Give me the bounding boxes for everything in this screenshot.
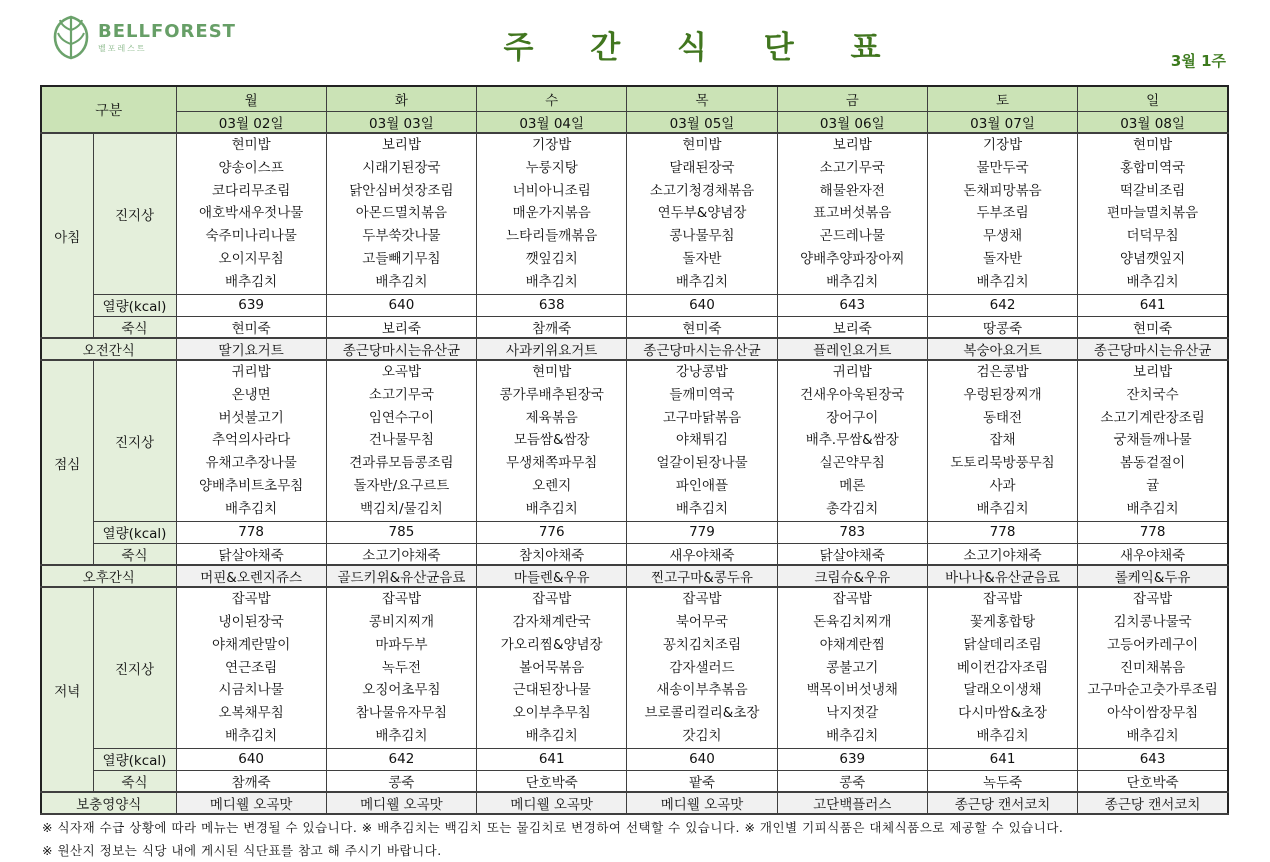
menu-item: 유채고추장나물	[205, 455, 297, 472]
menu-item: 현미밥	[532, 364, 572, 381]
menu-item: 사과	[989, 478, 1016, 495]
menu-item: 고구마닭볶음	[662, 409, 742, 426]
breakfast-menu-cell	[326, 133, 476, 294]
dinner-porridge-cell: 녹두죽	[927, 770, 1077, 792]
pm-snack-cell: 마들렌&우유	[477, 565, 627, 587]
menu-item: 배추김치	[375, 273, 428, 290]
menu-item: 근대된장나물	[512, 682, 591, 699]
menu-item: 배추김치	[525, 273, 578, 290]
menu-item: 달래된장국	[669, 159, 735, 176]
am-snack-cell: 플레인요거트	[777, 338, 927, 360]
menu-item: 보리밥	[381, 137, 421, 153]
lunch-menu-cell	[477, 360, 627, 521]
breakfast-porridge-cell: 현미죽	[176, 316, 326, 338]
menu-item: 숙주미나리나물	[205, 228, 297, 245]
menu-item: 배추김치	[976, 273, 1029, 290]
menu-item: 배추김치	[1126, 273, 1179, 290]
supplement-cell: 메디웰 오곡맛	[627, 792, 777, 814]
dinner-menu-cell	[326, 587, 476, 748]
supplement-cell: 종근당 캔서코치	[927, 792, 1077, 814]
menu-item: 오곡밥	[381, 364, 421, 381]
lunch-kcal-cell: 779	[627, 521, 777, 543]
day-name-row	[41, 86, 1228, 111]
menu-item: 참나물유자무침	[355, 705, 448, 722]
menu-item: 온냉면	[231, 386, 271, 403]
day-name-cell: 금	[777, 86, 927, 111]
dinner-kcal-label: 열량(kcal)	[93, 748, 176, 770]
lunch-porridge-cell: 닭살야채죽	[777, 543, 927, 565]
breakfast-porridge-cell: 보리죽	[777, 316, 927, 338]
menu-item: 닭살데리조림	[963, 636, 1042, 653]
menu-item: 소고기무국	[819, 159, 885, 176]
menu-item: 보리밥	[832, 137, 872, 153]
menu-item: 배추김치	[675, 500, 729, 517]
menu-item: 배추김치	[375, 727, 428, 744]
menu-item: 양념깻잎지	[1119, 250, 1186, 267]
menu-item: 백목이버섯냉채	[806, 682, 898, 699]
menu-item: 배추김치	[976, 500, 1029, 517]
menu-item: 검은콩밥	[976, 364, 1029, 381]
menu-item: 다시마쌈&초장	[958, 705, 1047, 722]
dinner-menu-cell	[627, 587, 777, 748]
day-name-cell: 목	[627, 86, 777, 111]
lunch-porridge-cell: 닭살야채죽	[176, 543, 326, 565]
breakfast-menu-cell	[1078, 133, 1228, 294]
day-name-cell: 화	[326, 86, 476, 111]
menu-item: 얼갈이된장나물	[656, 455, 748, 472]
day-name-cell: 일	[1078, 86, 1228, 111]
menu-item: 꽁치김치조림	[662, 636, 742, 653]
menu-item: 냉이된장국	[218, 613, 284, 630]
pm-snack-cell: 롤케익&두유	[1078, 565, 1228, 587]
menu-item: 두부조림	[976, 205, 1029, 222]
breakfast-porridge-cell: 현미죽	[1078, 316, 1228, 338]
pm-snack-cell: 크림슈&우유	[777, 565, 927, 587]
pm-snack-label: 오후간식	[41, 565, 176, 587]
lunch-menu-cell	[176, 360, 326, 521]
menu-item: 소고기청경채볶음	[649, 182, 755, 199]
menu-item: 기장밥	[532, 137, 572, 153]
brand-subtitle: 벨포레스트	[98, 43, 147, 53]
am-snack-label: 오전간식	[41, 338, 176, 360]
breakfast-kcal-cell: 642	[927, 294, 1077, 316]
menu-item: 오복채무침	[218, 705, 284, 722]
breakfast-kcal-label: 열량(kcal)	[93, 294, 176, 316]
dinner-kcal-cell: 639	[777, 748, 927, 770]
breakfast-meal-label: 진지상	[93, 133, 176, 294]
lunch-porridge-cell: 참치야채죽	[477, 543, 627, 565]
menu-item: 백김치/물김치	[360, 500, 443, 517]
menu-item: 시래기된장국	[362, 159, 441, 176]
am-snack-cell: 종근당마시는유산균	[1078, 338, 1228, 360]
menu-item: 달래오이생채	[963, 682, 1042, 699]
menu-item: 볼어묵볶음	[519, 659, 585, 676]
day-date-cell: 03월 07일	[927, 111, 1077, 133]
dinner-menu-row	[41, 587, 1228, 748]
am-snack-row	[41, 338, 1228, 360]
am-snack-cell: 종근당마시는유산균	[627, 338, 777, 360]
breakfast-kcal-cell: 640	[326, 294, 476, 316]
menu-item: 장어구이	[826, 409, 879, 426]
dinner-porridge-cell: 콩죽	[777, 770, 927, 792]
dinner-porridge-row	[41, 770, 1228, 792]
menu-item: 무생채쪽파무침	[506, 455, 598, 472]
page-title: 주 간 식 단 표	[503, 30, 883, 66]
menu-item: 홍합미역국	[1119, 159, 1186, 176]
breakfast-menu-cell	[927, 133, 1077, 294]
menu-item: 오이부추무침	[512, 705, 591, 722]
menu-item: 콩불고기	[826, 659, 879, 676]
menu-item: 돌자반	[982, 250, 1023, 267]
breakfast-kcal-cell: 640	[627, 294, 777, 316]
dinner-kcal-cell: 640	[176, 748, 326, 770]
menu-item: 보리밥	[1133, 364, 1173, 381]
breakfast-kcal-cell: 643	[777, 294, 927, 316]
menu-item: 잔치국수	[1126, 386, 1179, 403]
menu-item: 오징어초무침	[362, 682, 441, 699]
day-date-cell: 03월 06일	[777, 111, 927, 133]
menu-item: 배추김치	[976, 727, 1029, 744]
menu-item: 곤드레나물	[819, 228, 885, 245]
lunch-porridge-label: 죽식	[93, 543, 176, 565]
lunch-menu-cell	[777, 360, 927, 521]
menu-item: 고구마순고춧가루조림	[1087, 682, 1218, 699]
menu-item: 녹두전	[381, 659, 421, 676]
breakfast-kcal-cell: 639	[176, 294, 326, 316]
menu-item: 배추김치	[225, 727, 278, 744]
dinner-porridge-cell: 단호박죽	[477, 770, 627, 792]
menu-item: 파인애플	[675, 478, 729, 495]
supplement-label: 보충영양식	[41, 792, 176, 814]
menu-item: 시금치나물	[218, 682, 284, 699]
menu-item: 느타리들깨볶음	[506, 228, 598, 245]
menu-item: 잡곡밥	[532, 591, 572, 608]
footnotes	[42, 816, 1063, 862]
menu-item: 봄동겉절이	[1119, 455, 1186, 472]
breakfast-menu-row	[41, 133, 1228, 294]
lunch-kcal-row	[41, 521, 1228, 543]
day-name-cell: 수	[477, 86, 627, 111]
am-snack-cell: 복숭아요거트	[927, 338, 1077, 360]
dinner-menu-cell	[176, 587, 326, 748]
menu-item: 누룽지탕	[525, 159, 578, 176]
breakfast-porridge-cell: 땅콩죽	[927, 316, 1077, 338]
lunch-menu-row	[41, 360, 1228, 521]
lunch-group-label: 점심	[41, 360, 93, 565]
corner-label-cell: 구분	[41, 86, 176, 133]
menu-item: 두부쑥갓나물	[362, 228, 441, 245]
am-snack-cell: 딸기요거트	[176, 338, 326, 360]
menu-item: 귀리밥	[231, 364, 271, 381]
menu-item: 소고기계란장조림	[1100, 409, 1205, 426]
menu-item: 물만두국	[976, 159, 1029, 176]
menu-item: 콩가루배추된장국	[499, 386, 604, 403]
am-snack-cell: 사과키위요거트	[477, 338, 627, 360]
menu-item: 현미밥	[682, 137, 722, 153]
menu-item: 콩나물무침	[669, 228, 735, 245]
menu-item: 감자샐러드	[669, 659, 735, 676]
weekly-menu-table	[40, 85, 1229, 815]
menu-item: 감자채계란국	[512, 613, 591, 630]
lunch-kcal-cell: 778	[176, 521, 326, 543]
lunch-kcal-cell: 778	[1078, 521, 1228, 543]
menu-item: 깻잎김치	[525, 250, 578, 267]
menu-item: 현미밥	[231, 137, 271, 153]
menu-item: 임연수구이	[368, 409, 435, 426]
supplement-cell: 메디웰 오곡맛	[326, 792, 476, 814]
breakfast-porridge-label: 죽식	[93, 316, 176, 338]
menu-item: 애호박새우젓나물	[198, 205, 304, 222]
menu-item: 도토리묵방풍무침	[950, 455, 1055, 472]
lunch-kcal-cell: 783	[777, 521, 927, 543]
menu-item: 잡곡밥	[1133, 591, 1173, 608]
dinner-kcal-cell: 643	[1078, 748, 1228, 770]
brand-name: BELLFOREST	[98, 20, 236, 42]
menu-item: 새송이부추볶음	[656, 682, 748, 699]
menu-item: 배추김치	[225, 273, 278, 290]
menu-item: 너비아니조림	[512, 182, 591, 199]
menu-item: 표고버섯볶음	[813, 205, 892, 222]
menu-item: 베이컨감자조림	[956, 659, 1049, 676]
menu-item: 배추김치	[1126, 727, 1179, 744]
lunch-porridge-cell: 소고기야채죽	[326, 543, 476, 565]
lunch-kcal-cell: 778	[927, 521, 1077, 543]
menu-item: 배추김치	[826, 727, 879, 744]
lunch-kcal-cell: 776	[477, 521, 627, 543]
menu-item: 들깨미역국	[669, 386, 735, 403]
am-snack-cell: 종근당마시는유산균	[326, 338, 476, 360]
lunch-menu-cell	[627, 360, 777, 521]
dinner-kcal-cell: 641	[927, 748, 1077, 770]
pm-snack-cell: 찐고구마&콩두유	[627, 565, 777, 587]
lunch-porridge-cell: 새우야채죽	[1078, 543, 1228, 565]
lunch-porridge-cell: 소고기야채죽	[927, 543, 1077, 565]
menu-item: 배추김치	[225, 500, 278, 517]
pm-snack-cell: 바나나&유산균음료	[927, 565, 1077, 587]
pm-snack-cell: 머핀&오렌지쥬스	[176, 565, 326, 587]
dinner-porridge-cell: 참깨죽	[176, 770, 326, 792]
menu-item: 해물완자전	[819, 182, 885, 199]
menu-item: 버섯불고기	[218, 409, 284, 426]
menu-item: 돈육김치찌개	[813, 613, 892, 630]
breakfast-menu-cell	[477, 133, 627, 294]
menu-item: 동태전	[982, 409, 1023, 426]
menu-item: 더덕무침	[1126, 228, 1179, 245]
menu-item: 실곤약무침	[819, 455, 885, 472]
dinner-kcal-cell: 640	[627, 748, 777, 770]
dinner-kcal-row	[41, 748, 1228, 770]
menu-item: 매운가지볶음	[512, 205, 591, 222]
dinner-porridge-cell: 팥죽	[627, 770, 777, 792]
lunch-kcal-cell: 785	[326, 521, 476, 543]
menu-item: 브로콜리컬리&초장	[644, 705, 760, 722]
day-date-cell: 03월 08일	[1078, 111, 1228, 133]
dinner-menu-cell	[1078, 587, 1228, 748]
menu-item: 오이지무침	[218, 250, 284, 267]
lunch-porridge-cell: 새우야채죽	[627, 543, 777, 565]
breakfast-menu-cell	[176, 133, 326, 294]
menu-item: 고들빼기무침	[362, 250, 441, 267]
menu-item: 양배추비트초무침	[198, 478, 304, 495]
supplement-cell: 메디웰 오곡맛	[477, 792, 627, 814]
day-name-cell: 토	[927, 86, 1077, 111]
supplement-cell: 종근당 캔서코치	[1078, 792, 1228, 814]
menu-item: 모듬쌈&쌈장	[513, 432, 590, 449]
dinner-porridge-cell: 단호박죽	[1078, 770, 1228, 792]
dinner-menu-cell	[477, 587, 627, 748]
menu-item: 고등어카레구이	[1106, 636, 1199, 653]
supplement-cell: 고단백플러스	[777, 792, 927, 814]
menu-item: 낙지젓갈	[826, 705, 879, 722]
lunch-meal-label: 진지상	[93, 360, 176, 521]
lunch-porridge-row	[41, 543, 1228, 565]
menu-item: 코다리무조림	[212, 182, 291, 199]
dinner-porridge-label: 죽식	[93, 770, 176, 792]
menu-item: 떡갈비조림	[1119, 182, 1186, 199]
breakfast-menu-cell	[627, 133, 777, 294]
menu-item: 가오리찜&양념장	[500, 636, 603, 653]
menu-item: 편마늘멸치볶음	[1106, 205, 1199, 222]
menu-item: 마파두부	[375, 636, 428, 653]
menu-item: 오렌지	[532, 478, 572, 495]
menu-item: 연근조림	[225, 659, 278, 676]
menu-item: 잡곡밥	[682, 591, 722, 608]
menu-item: 돌자반/요구르트	[353, 478, 450, 495]
menu-item: 야채튀김	[675, 432, 729, 449]
menu-item: 양송이스프	[218, 159, 284, 176]
menu-item: 야채계란찜	[819, 636, 885, 653]
footnote-line: ※ 원산지 정보는 식당 내에 게시된 식단표를 참고 해 주시기 바랍니다.	[42, 843, 442, 858]
menu-item: 꽃게홍합탕	[969, 613, 1036, 630]
menu-item: 김치콩나물국	[1113, 613, 1192, 630]
day-date-cell: 03월 04일	[477, 111, 627, 133]
day-date-row	[41, 111, 1228, 133]
menu-item: 아삭이쌈장무침	[1106, 705, 1199, 722]
menu-item: 북어무국	[675, 613, 729, 630]
dinner-meal-label: 진지상	[93, 587, 176, 748]
breakfast-kcal-cell: 638	[477, 294, 627, 316]
day-name-cell: 월	[176, 86, 326, 111]
menu-item: 배추.무쌈&쌈장	[805, 432, 899, 449]
menu-item: 야채계란말이	[212, 636, 291, 653]
pm-snack-row	[41, 565, 1228, 587]
day-date-cell: 03월 05일	[627, 111, 777, 133]
menu-item: 배추김치	[525, 500, 578, 517]
week-label: 3월 1주	[1170, 52, 1226, 70]
menu-item: 배추김치	[826, 273, 879, 290]
lunch-kcal-label: 열량(kcal)	[93, 521, 176, 543]
menu-item: 메론	[839, 478, 866, 495]
menu-item: 돌자반	[682, 250, 722, 267]
day-date-cell: 03월 02일	[176, 111, 326, 133]
menu-item: 현미밥	[1133, 137, 1173, 153]
footnote-line: ※ 식자재 수급 상황에 따라 메뉴는 변경될 수 있습니다. ※ 배추김치는 백김치 또는 물김치로 변경하여 선택할 수 있습니다. ※ 개인별 기피식품은 대체식품으로 제공할 수 있습니다.	[42, 820, 1064, 835]
dinner-menu-cell	[927, 587, 1077, 748]
menu-item: 돈채피망볶음	[963, 182, 1042, 199]
menu-item: 건나물무침	[368, 432, 435, 449]
dinner-menu-cell	[777, 587, 927, 748]
menu-item: 배추김치	[675, 273, 729, 290]
breakfast-kcal-row	[41, 294, 1228, 316]
menu-item: 진미채볶음	[1119, 659, 1186, 676]
supplement-row	[41, 792, 1228, 814]
menu-item: 닭안심버섯장조림	[349, 182, 454, 199]
menu-item: 귤	[1146, 478, 1160, 495]
dinner-kcal-cell: 642	[326, 748, 476, 770]
supplement-cell: 메디웰 오곡맛	[176, 792, 326, 814]
dinner-porridge-cell: 콩죽	[326, 770, 476, 792]
lunch-menu-cell	[326, 360, 476, 521]
menu-item: 연두부&양념장	[657, 205, 747, 222]
breakfast-menu-cell	[777, 133, 927, 294]
menu-item: 잡채	[989, 432, 1016, 449]
menu-item: 잡곡밥	[231, 591, 271, 608]
menu-item: 콩비지찌개	[368, 613, 435, 630]
breakfast-porridge-cell: 보리죽	[326, 316, 476, 338]
menu-item: 총각김치	[826, 500, 879, 517]
breakfast-porridge-row	[41, 316, 1228, 338]
menu-item: 갓김치	[682, 727, 722, 744]
menu-item: 배추김치	[1126, 500, 1179, 517]
dinner-group-label: 저녁	[41, 587, 93, 792]
menu-item: 잡곡밥	[982, 591, 1023, 608]
breakfast-porridge-cell: 참깨죽	[477, 316, 627, 338]
breakfast-kcal-cell: 641	[1078, 294, 1228, 316]
menu-item: 잡곡밥	[381, 591, 421, 608]
pm-snack-cell: 골드키위&유산균음료	[326, 565, 476, 587]
menu-item: 잡곡밥	[832, 591, 872, 608]
menu-item: 궁채들깨나물	[1113, 432, 1192, 449]
menu-item: 귀리밥	[832, 364, 872, 381]
menu-item: 우렁된장찌개	[963, 386, 1042, 403]
breakfast-porridge-cell: 현미죽	[627, 316, 777, 338]
menu-item: 배추김치	[525, 727, 578, 744]
lunch-menu-cell	[1078, 360, 1228, 521]
menu-item: 소고기무국	[368, 386, 435, 403]
dinner-kcal-cell: 641	[477, 748, 627, 770]
menu-item: 무생채	[982, 228, 1023, 245]
menu-item: 견과류모듬콩조림	[349, 455, 454, 472]
menu-item: 건새우아욱된장국	[800, 386, 905, 403]
day-date-cell: 03월 03일	[326, 111, 476, 133]
menu-item: 양배추양파장아찌	[800, 250, 905, 267]
menu-item: 아몬드멸치볶음	[355, 205, 448, 222]
lunch-menu-cell	[927, 360, 1077, 521]
breakfast-group-label: 아침	[41, 133, 93, 338]
menu-item: 제육볶음	[525, 409, 578, 426]
menu-item: 강낭콩밥	[675, 364, 729, 381]
menu-item: 기장밥	[982, 137, 1023, 153]
menu-item: 추억의사라다	[212, 432, 291, 449]
